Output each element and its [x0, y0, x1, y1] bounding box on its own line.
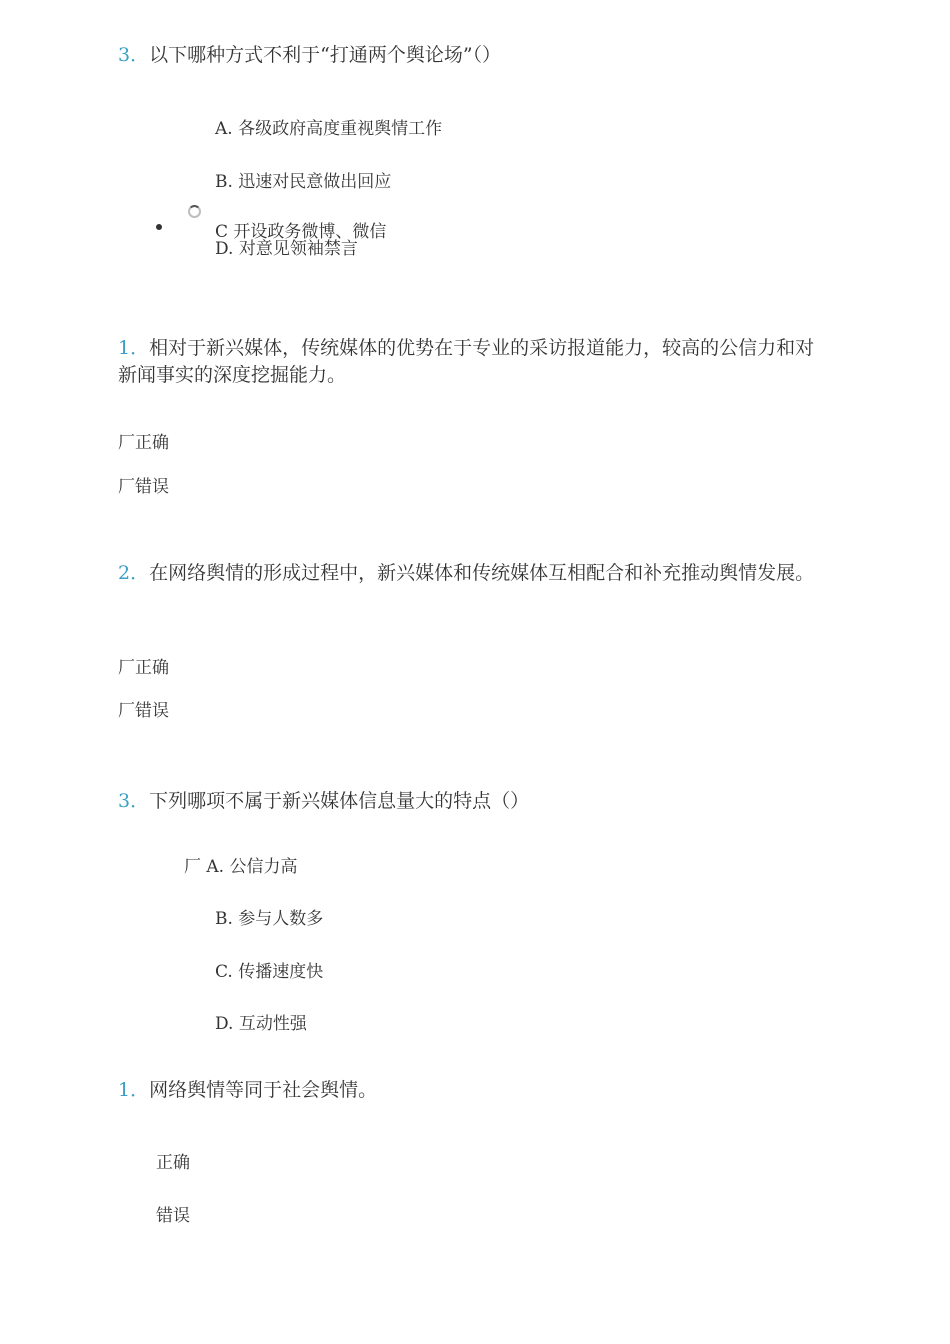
bullet-icon [156, 224, 162, 230]
loading-spinner-icon [188, 205, 201, 218]
question-text: 以下哪种方式不利于“打通两个舆论场”（） [149, 44, 502, 66]
question-1b-prompt [118, 1077, 377, 1104]
question-3-prompt [118, 42, 501, 69]
option-d[interactable]: D. 互动性强 [215, 1014, 307, 1034]
option-false[interactable]: 错误 [156, 1206, 190, 1226]
option-true[interactable]: 厂正确 [118, 433, 169, 453]
option-d[interactable]: D. 对意见领袖禁言 [215, 239, 358, 259]
question-2-prompt [118, 560, 830, 587]
question-number: 2 [118, 562, 131, 584]
question-1-prompt [118, 335, 830, 389]
question-number-separator: ． [130, 1079, 150, 1101]
question-number-separator: ． [130, 790, 150, 812]
option-false[interactable]: 厂错误 [118, 477, 169, 497]
question-text: 下列哪项不属于新兴媒体信息量大的特点（） [149, 790, 530, 812]
question-number: 3 [118, 790, 131, 812]
question-text: 在网络舆情的形成过程中，新兴媒体和传统媒体互相配合和补充推动舆情发展。 [149, 562, 815, 584]
question-number-separator: ． [130, 44, 150, 66]
question-number: 1 [118, 337, 131, 359]
question-number-separator: ． [130, 562, 150, 584]
option-b[interactable]: B. 迅速对民意做出回应 [215, 172, 392, 192]
option-c-clipped[interactable] [215, 216, 435, 242]
question-text: 网络舆情等同于社会舆情。 [149, 1079, 378, 1101]
option-b[interactable]: B. 参与人数多 [215, 909, 324, 929]
option-true[interactable]: 正确 [156, 1153, 190, 1173]
question-number: 3 [118, 44, 131, 66]
question-number-separator: ． [130, 337, 150, 359]
option-false[interactable]: 厂错误 [118, 701, 169, 721]
option-c[interactable]: C. 传播速度快 [215, 962, 324, 982]
option-a[interactable]: 厂 A. 公信力高 [184, 857, 298, 877]
option-c[interactable]: C 开设政务微博、微信 [215, 222, 387, 242]
question-text: 相对于新兴媒体，传统媒体的优势在于专业的采访报道能力，较高的公信力和对新闻事实的深度挖掘能力。 [118, 337, 815, 386]
option-true[interactable]: 厂正确 [118, 658, 169, 678]
option-a[interactable]: A. 各级政府高度重视舆情工作 [215, 119, 443, 139]
question-3b-prompt [118, 788, 529, 815]
question-number: 1 [118, 1079, 131, 1101]
